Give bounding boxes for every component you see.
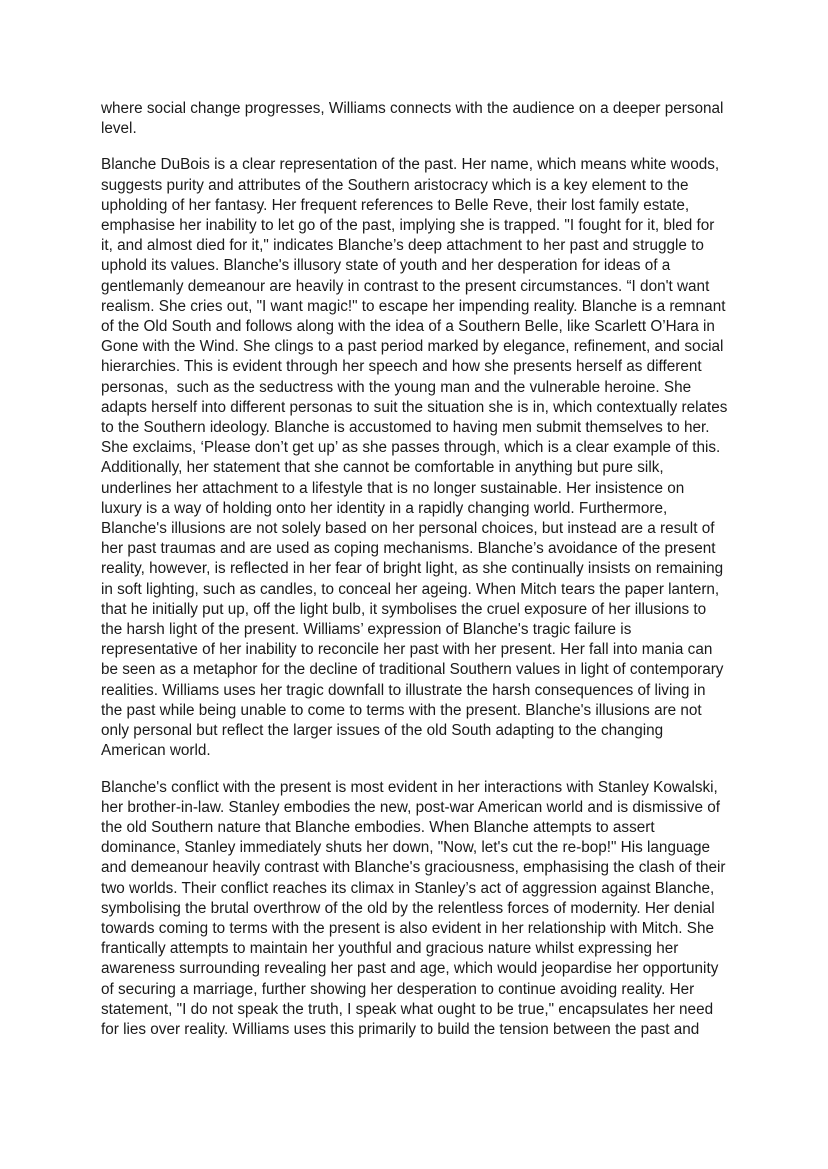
paragraph bbox=[101, 99, 741, 139]
text-line: realities. Williams uses her tragic downfall to illustrate the harsh consequences of living in bbox=[101, 681, 706, 699]
text-line: level. bbox=[101, 120, 137, 138]
text-line: the harsh light of the present. Williams’ expression of Blanche's tragic failure is bbox=[101, 621, 632, 639]
text-line: for lies over reality. Williams uses this primarily to build the tension between the past and bbox=[101, 1020, 700, 1038]
text-line: representative of her inability to reconcile her past with her present. Her fall into mania can bbox=[101, 641, 713, 659]
text-line: where social change progresses, Williams connects with the audience on a deeper personal bbox=[101, 100, 724, 117]
text-line: of securing a marriage, further showing her desperation to continue avoiding reality. Her bbox=[101, 980, 695, 998]
text-line: luxury is a way of holding onto her identity in a rapidly changing world. Furthermore, bbox=[101, 499, 668, 517]
text-line: Additionally, her statement that she cannot be comfortable in anything but pure silk, bbox=[101, 459, 664, 477]
text-line: of the Old South and follows along with the idea of a Southern Belle, like Scarlett O’Hara in bbox=[101, 318, 715, 336]
paragraph bbox=[101, 155, 741, 761]
text-line: statement, "I do not speak the truth, I speak what ought to be true," encapsulates her need bbox=[101, 1000, 714, 1018]
text-line: adapts herself into different personas to suit the situation she is in, which contextually relates bbox=[101, 398, 728, 416]
document-body bbox=[101, 99, 741, 1040]
text-line: her past traumas and are used as coping mechanisms. Blanche’s avoidance of the present bbox=[101, 540, 716, 558]
text-line: personas, such as the seductress with the young man and the vulnerable heroine. She bbox=[101, 378, 692, 396]
text-line: the past while being unable to come to terms with the present. Blanche's illusions are not bbox=[101, 701, 702, 719]
text-line: She exclaims, ‘Please don’t get up’ as she passes through, which is a clear example of this. bbox=[101, 439, 721, 457]
text-line: hierarchies. This is evident through her speech and how she presents herself as different bbox=[101, 358, 702, 376]
text-line: emphasise her inability to let go of the past, implying she is trapped. "I fought for it, bled for bbox=[101, 217, 715, 235]
text-line: upholding of her fantasy. Her frequent references to Belle Reve, their lost family estate, bbox=[101, 196, 690, 214]
text-line: her brother-in-law. Stanley embodies the new, post-war American world and is dismissive of bbox=[101, 798, 720, 816]
text-line: it, and almost died for it," indicates Blanche’s deep attachment to her past and struggle to bbox=[101, 237, 704, 255]
text-line: American world. bbox=[101, 742, 211, 760]
text-line: gentlemanly demeanour are heavily in contrast to the present circumstances. “I don't want bbox=[101, 277, 710, 295]
text-line: the old Southern nature that Blanche embodies. When Blanche attempts to assert bbox=[101, 818, 655, 836]
text-line: to the Southern ideology. Blanche is accustomed to having men submit themselves to her. bbox=[101, 419, 710, 437]
text-line: reality, however, is reflected in her fear of bright light, as she continually insists on remaining bbox=[101, 560, 724, 578]
document-page bbox=[101, 99, 741, 1056]
text-line: Blanche's conflict with the present is most evident in her interactions with Stanley Kowalski, bbox=[101, 778, 718, 796]
text-line: only personal but reflect the larger issues of the old South adapting to the changing bbox=[101, 722, 664, 740]
text-line: frantically attempts to maintain her youthful and gracious nature whilst expressing her bbox=[101, 940, 679, 958]
text-line: symbolising the brutal overthrow of the old by the relentless forces of modernity. Her denial bbox=[101, 899, 715, 917]
text-line: Blanche DuBois is a clear representation of the past. Her name, which means white woods, bbox=[101, 156, 720, 174]
text-line: realism. She cries out, "I want magic!" to escape her impending reality. Blanche is a remnant bbox=[101, 297, 726, 315]
text-line: two worlds. Their conflict reaches its climax in Stanley’s act of aggression against Blanche, bbox=[101, 879, 715, 897]
text-line: uphold its values. Blanche's illusory state of youth and her desperation for ideas of a bbox=[101, 257, 671, 275]
text-line: Blanche's illusions are not solely based on her personal choices, but instead are a result of bbox=[101, 520, 715, 538]
paragraph bbox=[101, 778, 741, 1041]
text-line: be seen as a metaphor for the decline of traditional Southern values in light of contemporary bbox=[101, 661, 724, 679]
text-line: Gone with the Wind. She clings to a past period marked by elegance, refinement, and social bbox=[101, 338, 724, 356]
text-line: underlines her attachment to a lifestyle that is no longer sustainable. Her insistence on bbox=[101, 479, 685, 497]
text-line: that he initially put up, off the light bulb, it symbolises the cruel exposure of her illusions to bbox=[101, 600, 707, 618]
text-line: awareness surrounding revealing her past and age, which would jeopardise her opportunity bbox=[101, 960, 719, 978]
text-line: in soft lighting, such as candles, to conceal her ageing. When Mitch tears the paper lantern, bbox=[101, 580, 720, 598]
text-line: towards coming to terms with the present is also evident in her relationship with Mitch. She bbox=[101, 919, 715, 937]
text-line: suggests purity and attributes of the Southern aristocracy which is a key element to the bbox=[101, 176, 689, 194]
text-line: dominance, Stanley immediately shuts her down, "Now, let's cut the re-bop!" His language bbox=[101, 839, 710, 857]
text-line: and demeanour heavily contrast with Blanche's graciousness, emphasising the clash of their bbox=[101, 859, 726, 877]
